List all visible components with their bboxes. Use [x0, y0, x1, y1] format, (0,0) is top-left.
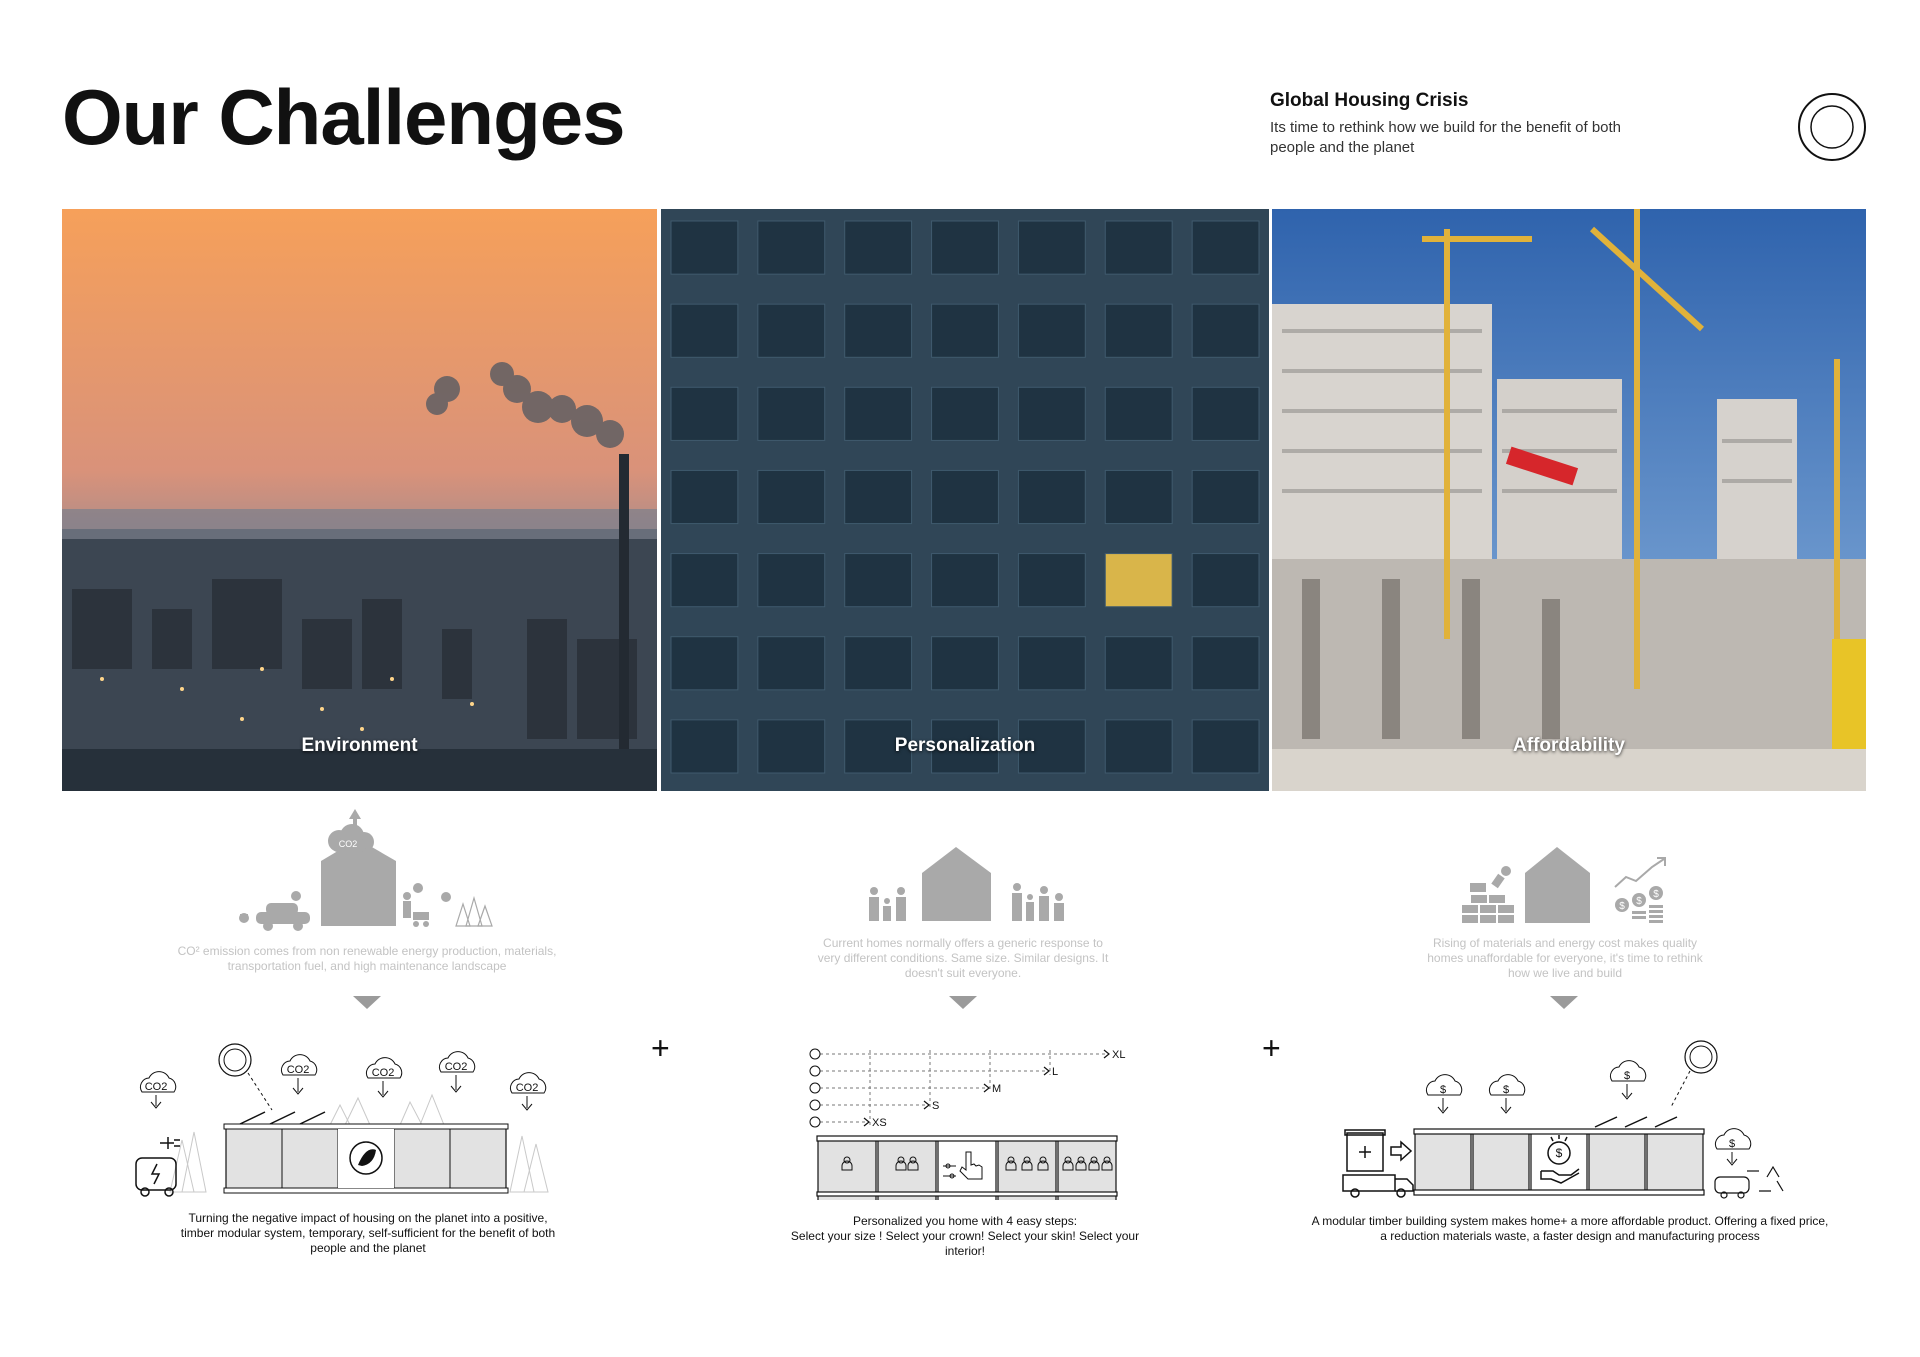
window	[845, 221, 912, 274]
window	[1192, 554, 1259, 607]
trees-icon	[456, 898, 492, 926]
dollar-cloud-icon	[1489, 1075, 1524, 1113]
module-truck-icon	[1343, 1130, 1413, 1197]
window	[845, 387, 912, 440]
window	[932, 304, 999, 357]
window	[845, 554, 912, 607]
plus-icon: +	[1262, 1030, 1281, 1066]
window	[932, 637, 999, 690]
window	[1192, 304, 1259, 357]
plus-icon: +	[651, 1030, 670, 1066]
window	[758, 470, 825, 523]
page-title: Our Challenges	[62, 73, 625, 161]
arrow-down-icon	[1550, 996, 1578, 1009]
environment-problem-illustration	[236, 808, 496, 938]
co2-label: CO2	[338, 839, 358, 849]
size-label-xs: XS	[872, 1117, 887, 1129]
crisis-subtitle: Its time to rethink how we build for the benefit of both people and the planet	[1270, 119, 1622, 156]
circle-logo-icon	[1797, 92, 1867, 162]
window	[1105, 470, 1172, 523]
svg-text:$: $	[1728, 1138, 1736, 1150]
window	[671, 387, 738, 440]
window	[671, 470, 738, 523]
crisis-heading: Global Housing Crisis	[1270, 90, 1469, 111]
personalization-problem-illustration	[860, 845, 1090, 925]
window	[1018, 221, 1085, 274]
affordability-problem-text: Rising of materials and energy cost makes quality homes unaffordable for everyone, it's time to rethink how we live and build	[1427, 936, 1703, 980]
svg-text:$: $	[1555, 1146, 1563, 1160]
svg-text:$: $	[1636, 896, 1642, 907]
dollar-cloud-icon	[1715, 1129, 1750, 1165]
co2-cloud-icon	[281, 1055, 316, 1094]
window	[845, 304, 912, 357]
window	[1105, 221, 1172, 274]
photo-label-environment: Environment	[301, 735, 418, 756]
personalization-solution-text-1: Personalized you home with 4 easy steps:	[852, 1214, 1078, 1228]
svg-text:$: $	[1439, 1084, 1447, 1096]
personalization-size-diagram	[808, 1040, 1128, 1200]
apartment-facade-image	[661, 209, 1269, 791]
environment-solution-text: Turning the negative impact of housing on the planet into a positive, timber modular system, temporary, self-sufficient for the benefit of both people and the planet	[180, 1211, 556, 1255]
construction-site-image	[1272, 209, 1866, 791]
electric-car-icon	[1715, 1171, 1759, 1198]
window	[758, 387, 825, 440]
window	[932, 387, 999, 440]
dollar-cloud-icon	[1426, 1075, 1461, 1113]
size-label-xl: XL	[1112, 1049, 1126, 1061]
window	[1105, 304, 1172, 357]
window	[1018, 304, 1085, 357]
co2-cloud-icon	[366, 1058, 401, 1097]
window	[758, 637, 825, 690]
window	[1192, 387, 1259, 440]
personalization-solution-text-2: Select your size ! Select your crown! Select your skin! Select your interior!	[790, 1229, 1140, 1258]
svg-text:$: $	[1502, 1084, 1510, 1096]
environment-solution-diagram	[130, 1040, 580, 1205]
window	[932, 554, 999, 607]
window	[1105, 637, 1172, 690]
svg-text:CO2: CO2	[444, 1061, 468, 1073]
factory-sunset-image	[62, 209, 657, 791]
photo-label-affordability: Affordability	[1513, 735, 1625, 756]
window	[758, 221, 825, 274]
size-label-l: L	[1052, 1066, 1059, 1078]
co2-cloud-icon	[140, 1072, 175, 1108]
recycle-icon	[1759, 1167, 1783, 1191]
window	[671, 221, 738, 274]
svg-text:$: $	[1623, 1070, 1631, 1082]
photo-personalization	[661, 209, 1269, 791]
arrow-down-icon	[353, 996, 381, 1009]
family-icon	[1012, 883, 1064, 921]
personalization-problem-text: Current homes normally offers a generic response to very different conditions. Same size. Similar designs. It doesn't suit everyone.	[817, 936, 1109, 980]
arrow-down-icon	[949, 996, 977, 1009]
person-mower-icon	[403, 892, 429, 927]
co2-cloud-icon	[439, 1052, 474, 1092]
window	[1192, 637, 1259, 690]
window	[1018, 387, 1085, 440]
window	[671, 637, 738, 690]
svg-text:CO2: CO2	[515, 1082, 539, 1094]
photo-environment	[62, 209, 657, 791]
window	[671, 554, 738, 607]
dollar-cloud-icon	[1610, 1061, 1645, 1099]
window	[932, 470, 999, 523]
window	[1018, 554, 1085, 607]
environment-problem-text: CO² emission comes from non renewable energy production, materials, transportation fuel, and high maintenance landscape	[177, 944, 557, 973]
window	[1018, 470, 1085, 523]
window	[1192, 221, 1259, 274]
window	[845, 637, 912, 690]
affordability-problem-illustration	[1460, 845, 1680, 927]
affordability-solution-text: A modular timber building system makes home+ a more affordable product. Offering a fixed price, a reduction materials waste, a faster design and manufacturing process	[1311, 1214, 1829, 1243]
electric-car-icon	[136, 1137, 180, 1196]
svg-text:CO2: CO2	[144, 1081, 168, 1093]
bricks-icon	[1462, 866, 1514, 923]
family-icon	[869, 887, 906, 921]
window	[1105, 387, 1172, 440]
co2-cloud-icon	[510, 1073, 545, 1110]
window	[758, 304, 825, 357]
window	[671, 304, 738, 357]
car-icon	[256, 903, 310, 931]
svg-text:CO2: CO2	[371, 1067, 395, 1079]
size-label-s: S	[932, 1100, 940, 1112]
svg-text:CO2: CO2	[286, 1064, 310, 1076]
svg-text:$: $	[1619, 901, 1625, 912]
photo-label-personalization: Personalization	[894, 735, 1036, 756]
affordability-solution-diagram	[1335, 1035, 1795, 1205]
window	[845, 470, 912, 523]
window	[758, 554, 825, 607]
photo-affordability	[1272, 209, 1866, 791]
svg-text:$: $	[1653, 889, 1659, 900]
size-label-m: M	[992, 1083, 1002, 1095]
window	[1192, 470, 1259, 523]
lit-window	[1105, 554, 1172, 607]
window	[1018, 637, 1085, 690]
window	[932, 221, 999, 274]
